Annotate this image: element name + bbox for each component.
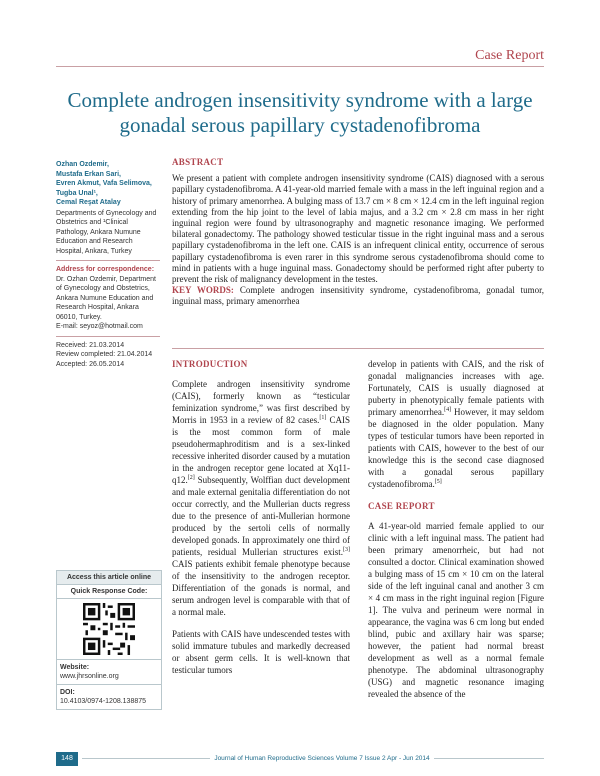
case-paragraph: A 41-year-old married female applied to our clinic with a left inguinal mass. The patient had been primary amenorrheic, but had not consulted a doctor. Clinical examination showed a bulging mass of 15 cm × 10 cm on the lateral side of the left inguinal canal and another 3 cm × 4 cm mass in the right inguinal region [Figure 1]. The vulva and perineum were normal in appearance, the vagina was 6 cm long but ended blind, pubic and axillary hair was sparse; however, the patient had normal breast development as well as a normal female phenotype. The abdominal ultrasonography (USG) and magnetic resonance imaging revealed the absence of the — [368, 521, 544, 699]
body-column-left — [172, 358, 350, 686]
correspondence-address: Dr. Ozhan Ozdemir, Department of Gynecology and Obstetrics, Ankara Numune Education and Research Hospital, Ankara 06010, Turkey. — [56, 275, 156, 321]
qr-code[interactable] — [57, 599, 161, 660]
citation[interactable]: [2] — [187, 475, 195, 481]
abstract-text: We present a patient with complete androgen insensitivity syndrome (CAIS) diagnosed with a serous papillary cystadenofibroma. A 41-year-old married female with a mass in the left inguinal region and a history of primary amenorrhea. A bulging mass of 13.7 cm × 8 cm × 12.4 cm in the left inguinal region extending from the hip joint to the level of labia majus, and a 3.2 cm × 2.8 cm mass in her right inguinal region were found by ultrasonography and magnetic resonance imaging. We performed bilateral gonadectomy. The pathology showed testicular tissue in the right inguinal mass and a serous papillary cystadenofibroma in the left one. CAIS is an infrequent clinical entity, occurrence of serous papillary cystadenofibroma is even rarer in this syndrome serous cystadenofibroma should come to mind in patients with a huge inguinal mass. Gonadectomy should be performed right after puberty to prevent the risk of malignancy development in the testes. — [172, 173, 544, 285]
case-report-heading: CASE REPORT — [368, 501, 435, 511]
keywords-text: Complete androgen insensitivity syndrome, cystadenofibroma, gonadal tumor, inguinal mass, primary amenorrhea — [172, 285, 544, 307]
keywords — [172, 285, 544, 307]
citation[interactable]: [5] — [434, 479, 442, 485]
citation[interactable]: [4] — [444, 407, 452, 413]
intro-paragraph: Complete androgen insensitivity syndrome (CAIS), formerly known as “testicular feminization syndrome,” was first described by Morris in 1953 in a review of 82 cases.[1] CAIS is the most common form of male pseudohermaphroditism and is a sex-linked recessive inherited disorder caused by a mutation in the androgen receptor gene located at Xq11-q12.[2] Subsequently, Wolffian duct development and male external genitalia differentiation do not occur correctly, and the Mullerian ducts regress due to the presence of anti-Mullerian hormone produced by the sertoli cells of normally developed gonads. In approximately one third of patients, residual Mullerian structures exist.[3] CAIS patients exhibit female phenotype because of the insensitivity to the androgen receptor. Differentiation of the gonads is normal, and serum androgen level is comparable with that of a normal male. — [172, 379, 350, 617]
author-name: Ozhan Ozdemir, — [56, 161, 109, 168]
intro-paragraph: Patients with CAIS have undescended testes with solid immature tubules and markedly decreased or absent germ cells. It is well-known that testicular tumors — [172, 629, 350, 675]
citation[interactable]: [1] — [319, 415, 327, 421]
abstract-heading: ABSTRACT — [172, 157, 224, 167]
keywords-label: KEY WORDS: — [172, 285, 234, 296]
qr-label: Quick Response Code: — [57, 585, 161, 599]
citation[interactable]: [3] — [343, 547, 350, 553]
received-date: Received: 21.03.2014 — [56, 341, 125, 349]
author-name: Mustafa Erkan Sari, — [56, 170, 121, 178]
doi-label: DOI: — [60, 689, 75, 696]
introduction-heading: INTRODUCTION — [172, 359, 248, 369]
body-column-right — [368, 358, 544, 710]
header-divider — [56, 66, 544, 67]
article-dates — [56, 341, 160, 370]
sidebar-divider — [56, 260, 160, 261]
section-label: Case Report — [475, 48, 544, 63]
affiliation: Departments of Gynecology and Obstetrics and ¹Clinical Pathology, Ankara Numune Education and Research Hospital, Ankara, Turkey — [56, 209, 157, 255]
correspondence-email[interactable]: E-mail: seyoz@hotmail.com — [56, 323, 143, 330]
author-name: Evren Akmut, Vafa Selimova, — [56, 180, 152, 187]
accepted-date: Accepted: 26.05.2014 — [56, 360, 125, 368]
doi-link[interactable]: 10.4103/0974-1208.138875 — [60, 698, 147, 705]
review-date: Review completed: 21.04.2014 — [56, 351, 153, 358]
journal-citation: Journal of Human Reproductive Sciences Volume 7 Issue 2 Apr - Jun 2014 — [210, 755, 433, 762]
author-list — [56, 160, 160, 208]
sidebar-divider — [56, 336, 160, 337]
doi-cell — [57, 685, 161, 709]
page-number: 148 — [56, 752, 78, 766]
website-link[interactable]: www.jhrsonline.org — [60, 673, 119, 680]
correspondence-title: Address for correspondence: — [56, 266, 155, 273]
author-name: Tugba Unal¹, — [56, 189, 98, 197]
website-cell — [57, 660, 161, 685]
access-heading: Access this article online — [57, 571, 161, 585]
abstract-divider — [172, 348, 544, 349]
access-box — [56, 570, 162, 710]
qr-code-icon — [83, 603, 135, 655]
author-sidebar — [56, 160, 160, 369]
journal-footer — [100, 752, 544, 766]
abstract-section — [172, 157, 544, 308]
website-label: Website: — [60, 664, 90, 671]
article-title: Complete androgen insensitivity syndrome with a large gonadal serous papillary cystadenofibroma — [67, 88, 533, 137]
intro-paragraph: develop in patients with CAIS, and the risk of gonadal malignancies increases with age. Fortunately, CAIS is usually diagnosed at puberty in phenotypically female patients with primary amenorrhea.[4] However, it may seldom be diagnosed in the older population. Many types of testicular tumors have been reported in patients with CAIS, however to the best of our knowledge this is the second case diagnosed with a gonadal serous papillary cystadenofibroma.[5] — [368, 359, 545, 489]
author-name: Cemal Reşat Atalay — [56, 199, 121, 206]
